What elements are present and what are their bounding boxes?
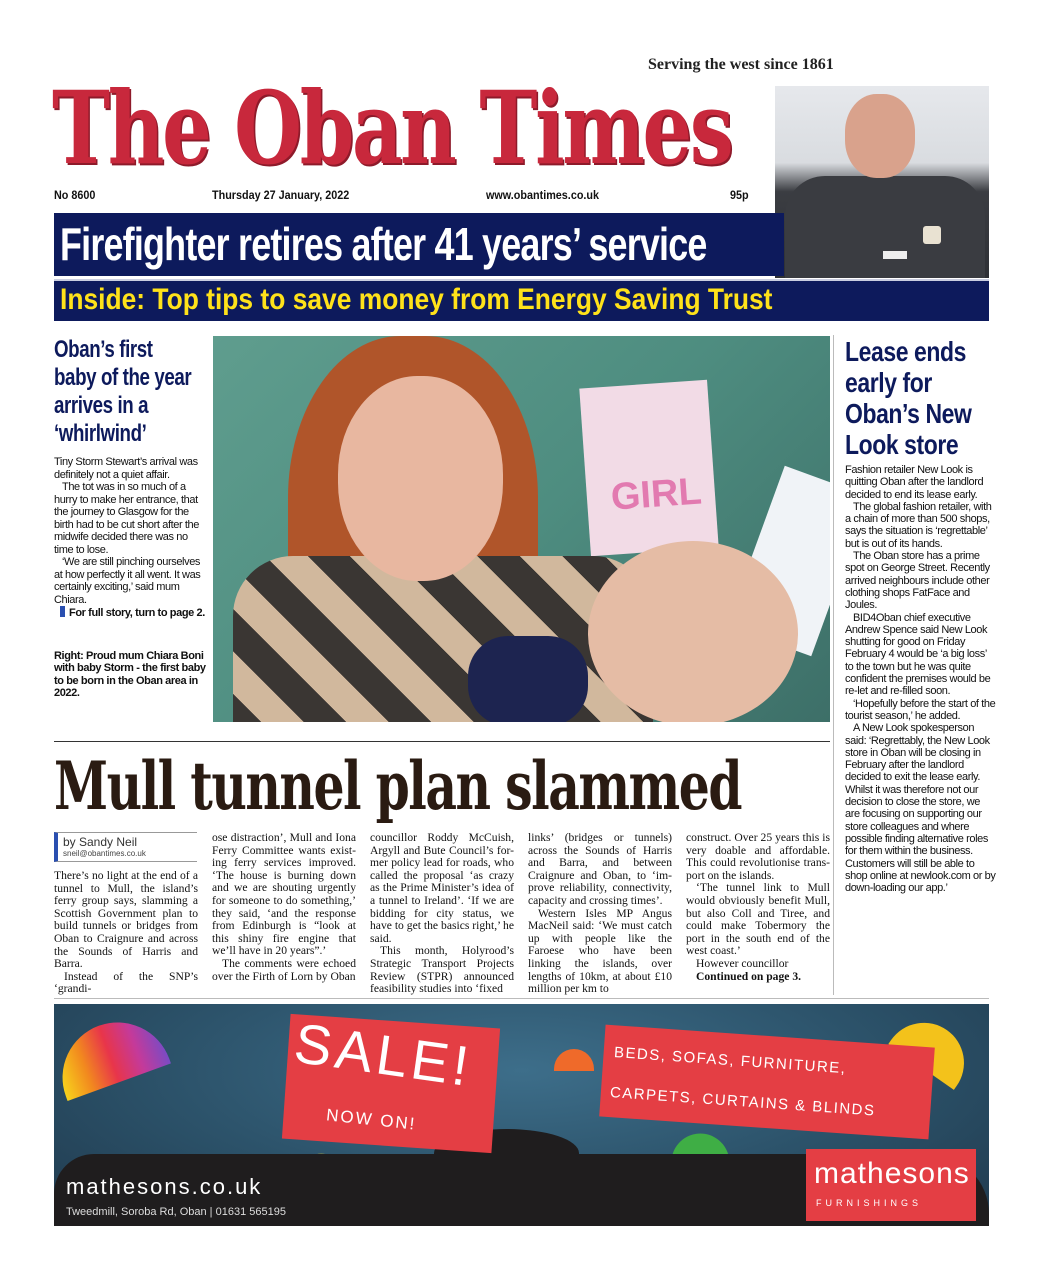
inside-teaser[interactable]: Inside: Top tips to save money from Energy Saving Trust: [60, 283, 773, 316]
issue-number: No 8600: [54, 188, 96, 202]
price: 95p: [730, 188, 749, 202]
divider: [54, 998, 989, 999]
paragraph: This month, Holyrood’s Strategic Transport Projects Review (STPR) announced feasibility studies into ‘fixed: [370, 944, 514, 996]
mother-baby-photo: [213, 336, 830, 722]
photo-caption: Right: Proud mum Chiara Boni with baby Storm - the first baby to be born in the Oban area in 2022.: [54, 649, 206, 699]
main-headline[interactable]: Mull tunnel plan slammed: [54, 747, 742, 825]
name-tag: [883, 251, 907, 259]
author-name: by Sandy Neil: [63, 835, 138, 849]
firefighter-photo: [775, 86, 989, 278]
main-story-column-2: [212, 832, 356, 983]
website-url[interactable]: www.obantimes.co.uk: [486, 188, 600, 202]
byline: [54, 832, 197, 862]
new-baby-card: [579, 380, 718, 557]
sale-text: SALE!: [290, 1010, 477, 1099]
firefighter-face: [845, 94, 915, 178]
umbrella-icon: [54, 1007, 171, 1101]
paragraph: Fashion retailer New Look is quitting Oban after the landlord decided to end its lease early.: [845, 464, 984, 501]
full-story-link[interactable]: [54, 606, 209, 620]
paragraph: links’ (bridges or tunnels) across the Sounds of Harris and Barra, and between Craignure and Oban, to ‘im-prove reliability, connectivity, capacity and crossing times’.: [528, 831, 672, 907]
paragraph: BID4Oban chief executive Andrew Spence said New Look shutting for good on Friday February 4 would be ‘a big loss’ to the town but he was quite confident the premises would be re-let and re-filled soon.: [845, 611, 991, 698]
main-story-column-4: [528, 832, 672, 996]
paragraph: Tiny Storm Stewart’s arrival was definitely not a quiet affair.: [54, 456, 198, 481]
right-story-heading[interactable]: Lease ends early for Oban’s New Look store: [845, 336, 972, 460]
banner-line-1: BEDS, SOFAS, FURNITURE,: [613, 1044, 847, 1078]
tagline: Serving the west since 1861: [648, 56, 834, 73]
continued-link[interactable]: Continued on page 3.: [696, 969, 802, 983]
card-text: GIRL: [609, 470, 704, 519]
baby-suit: [468, 636, 588, 722]
paragraph: ose distraction’, Mull and Iona Ferry Committee wants exist-ing ferry services improved. ‘The house is burning down and we are shouting urgently for someone to do something,’ they said, ‘and the response from Edinburgh is “look at this shiny fire engine that we’ll have in 20 years”.’: [212, 831, 356, 958]
banner-line-2: CARPETS, CURTAINS & BLINDS: [609, 1084, 876, 1120]
product-banner: [599, 1025, 935, 1140]
paragraph: ‘The tunnel link to Mull would obviously benefit Mull, but also Coll and Tiree, and could make Tobermory the port in the south end of the west coast.’: [686, 881, 830, 958]
paragraph: construct. Over 25 years this is very doable and affordable. This could revolutionise trans-port on the islands.: [686, 831, 830, 882]
paragraph: The comments were echoed over the Firth of Lorn by Oban: [212, 956, 356, 983]
paragraph: However councillor: [696, 956, 789, 970]
lead-headline[interactable]: Firefighter retires after 41 years’ service: [60, 218, 707, 270]
baby-head: [588, 541, 798, 722]
fire-service-badge: [923, 226, 941, 244]
paragraph: The global fashion retailer, with a chain of more than 500 shops, says the situation is ‘regrettable’ but is out of its hands.: [845, 500, 992, 550]
firefighter-uniform: [785, 176, 985, 278]
mathesons-advert[interactable]: [54, 1004, 989, 1226]
paragraph: There’s no light at the end of a tunnel to Mull, the island’s ferry group says, slamming a Scottish Government plan to build tunnels or bridges from Oban to Craignure and across the Sounds of Harris and Barra.: [54, 869, 198, 971]
left-story-heading[interactable]: Oban’s first baby of the year arrives in a ‘whirlwind’: [54, 336, 192, 447]
umbrella-icon: [554, 1049, 594, 1071]
paragraph: The Oban store has a prime spot on George Street. Recently arrived neighbours include other clothing shops FatFace and Joules.: [845, 550, 990, 612]
masthead-logo: The Oban Times: [52, 69, 732, 187]
left-story-body: [54, 456, 209, 700]
now-on-text: NOW ON!: [325, 1105, 418, 1134]
right-story-body: [845, 464, 997, 894]
logo-text: mathesons: [814, 1157, 970, 1190]
marker-icon: [60, 606, 65, 617]
ad-address: Tweedmill, Soroba Rd, Oban | 01631 565195: [66, 1206, 286, 1218]
main-story-column-5: [686, 832, 830, 983]
main-story-column-1: [54, 870, 198, 996]
full-story-text[interactable]: For full story, turn to page 2.: [69, 607, 205, 619]
paragraph: ‘We are still pinching ourselves at how perfectly it all went. It was certainly exciting,’ said mum Chiara.: [54, 556, 201, 606]
paragraph: Instead of the SNP’s ‘grandi-: [54, 969, 198, 996]
divider: [54, 741, 830, 742]
author-email[interactable]: sneil@obantimes.co.uk: [63, 849, 146, 858]
paragraph: ‘Hopefully before the start of the tourist season,’ he added.: [845, 697, 996, 722]
paragraph: The tot was in so much of a hurry to make her entrance, that the journey to Glasgow for the birth had to be cut short after the midwife decided there was no time to lose.: [54, 481, 199, 556]
issue-date: Thursday 27 January, 2022: [212, 188, 350, 202]
main-story-column-3: [370, 832, 514, 996]
column-divider: [833, 335, 834, 995]
paragraph: councillor Roddy McCuish, Argyll and Bute Council’s for-mer policy lead for roads, who called the proposal ‘as crazy as the Prime Minister’s idea of a tunnel to Ireland’. ‘If we are bidding for city status, we have to get the basics right,’ he said.: [370, 831, 514, 945]
paragraph: A New Look spokesperson said: ‘Regrettably, the New Look store in Oban will be closing in February after the landlord decided to exit the lease early. Whilst it was therefore not our decision to close the store, we are focusing on supporting our store colleagues and where possible finding alternative roles for them within the business. Customers will still be able to shop online at newlook.com or by down-loading our app.’: [845, 722, 996, 895]
paragraph: Western Isles MP Angus MacNeil said: ‘We must catch up with people like the Faroese who have been linking the islands, over lengths of 10km, at about £10 million per km to: [528, 906, 672, 996]
ad-website[interactable]: mathesons.co.uk: [66, 1174, 263, 1199]
logo-subtext: FURNISHINGS: [816, 1198, 923, 1208]
mother-face: [338, 376, 503, 581]
